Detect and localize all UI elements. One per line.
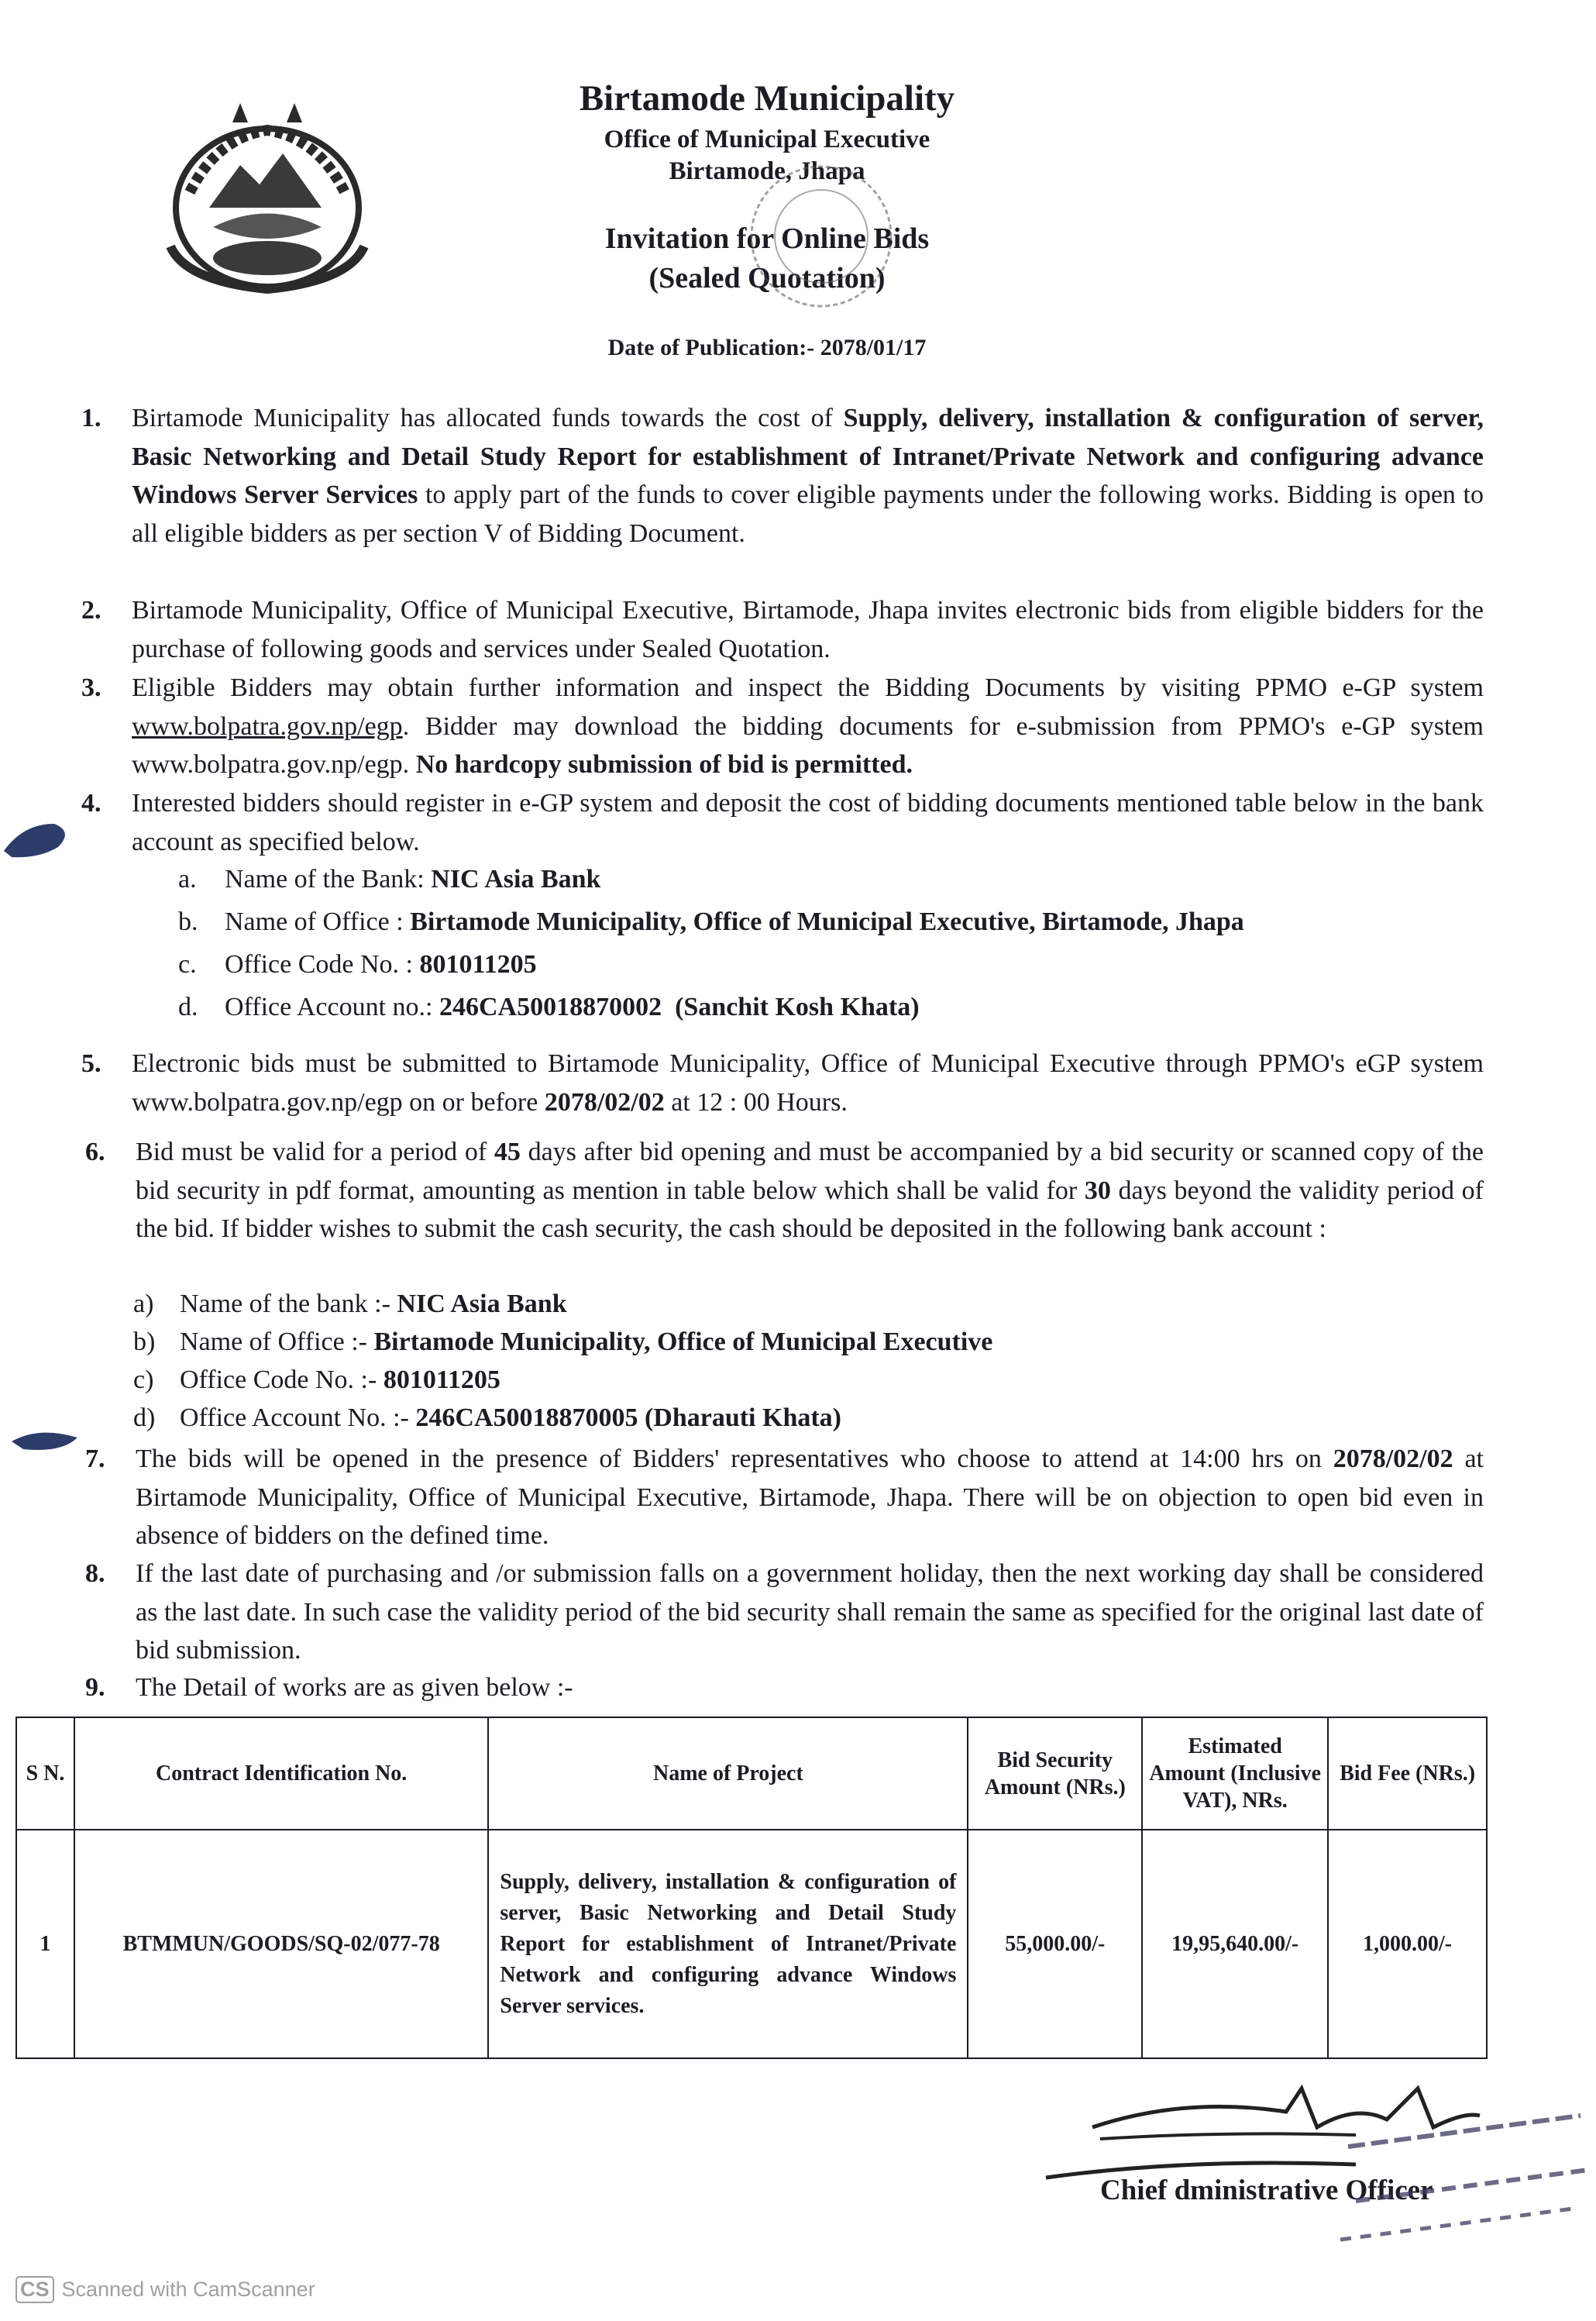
column-header-project: Name of Project (488, 1717, 968, 1830)
office-title: Office of Municipal Executive (604, 126, 930, 153)
paragraph-text: Birtamode Municipality has allocated funds towards the cost of (132, 404, 844, 432)
table-row (16, 1830, 1487, 2058)
deposit-detail-item: c) Office Code No. :- 801011205 (133, 1365, 500, 1394)
works-detail-table (15, 1717, 1488, 2059)
paragraph-number: 6. (85, 1138, 105, 1166)
nepal-emblem-logo (155, 91, 380, 297)
table-header-row (16, 1717, 1487, 1830)
paragraph-text: Electronic bids must be submitted to Birtamode Municipality, Office of Municipal Executive through PPMO's eGP system www.bolpatra.gov.np/egp on or before (132, 1049, 1484, 1117)
paragraph-5 (81, 1045, 1484, 1121)
paragraph-number: 1. (81, 404, 101, 432)
camscanner-watermark: CS Scanned with CamScanner (15, 2276, 315, 2303)
paragraph-text: Birtamode Municipality, Office of Municipal Executive, Birtamode, Jhapa invites electronic bids from eligible bidders for the purchase of following goods and services under Sealed Quotation. (132, 596, 1484, 663)
paragraph-6: 6. Bid must be valid for a period of 45 days after bid opening and must be accompanied by a bid security or scanned copy of the bid security in pdf format, amounting as mention in table below which shall be valid for 30 days beyond the validity period of the bid. If bidder wishes to submit the cash security, the cash should be deposited in the following bank account : (85, 1133, 1484, 1248)
publication-date: Date of Publication:- 2078/01/17 (607, 335, 927, 360)
paragraph-number: 5. (81, 1049, 101, 1078)
paragraph-text: If the last date of purchasing and /or submission falls on a government holiday, then the next working day shall be considered as the last date. In such case the validity period of the bid security shall remain the same as specified for the original last date of bid submission. (136, 1559, 1484, 1665)
column-header-bid-security: Bid Security Amount (NRs.) (968, 1717, 1142, 1830)
cell-sn: 1 (16, 1830, 74, 2058)
signatory-title: Chief dministrative Officer (1100, 2175, 1433, 2206)
invitation-heading: Invitation for Online Bids (604, 222, 930, 255)
column-header-estimated-amount: Estimated Amount (Inclusive VAT), NRs. (1142, 1717, 1328, 1830)
bank-detail-item: a. Name of the Bank: NIC Asia Bank (178, 865, 601, 894)
office-location: Birtamode, Jhapa (669, 157, 865, 185)
cell-project: Supply, delivery, installation & configuration of server, Basic Networking and Detail Study Report for establishment of Intranet/Private Network and configuring advance Windows Server services. (488, 1830, 968, 2058)
paragraph-bold-text: 2078/02/02 (544, 1087, 665, 1117)
paragraph-text: to apply part of the funds to cover eligible payments under the following works. Bidding is open to all eligible bidders as per section V of Bidding Document. (132, 480, 1484, 548)
cell-estimated-amount: 19,95,640.00/- (1142, 1830, 1328, 2058)
cell-bid-security: 55,000.00/- (968, 1830, 1142, 2058)
paragraph-text: . Bidder may download the bidding documents for e-submission from PPMO's e-GP system www.bolpatra.gov.np/egp. (132, 711, 1484, 779)
deposit-detail-item: a) Name of the bank :- NIC Asia Bank (133, 1290, 567, 1318)
paragraph-number: 3. (81, 673, 101, 702)
paragraph-number: 2. (81, 596, 101, 625)
column-header-sn: S N. (16, 1717, 74, 1830)
sealed-quotation-heading: (Sealed Quotation) (648, 262, 886, 294)
column-header-bid-fee: Bid Fee (NRs.) (1328, 1717, 1487, 1830)
paragraph-7: 7. The bids will be opened in the presence of Bidders' representatives who choose to attend at 14:00 hrs on 2078/02/02 at Birtamode Municipality, Office of Municipal Executive, Birtamode, Jhapa. There will be on objection to open bid even in absence of bidders on the defined time. (85, 1440, 1484, 1555)
cell-bid-fee: 1,000.00/- (1328, 1830, 1487, 2058)
bank-detail-item: b. Name of Office : Birtamode Municipality, Office of Municipal Executive, Birtamode, Jhapa (178, 907, 1244, 936)
paragraph-text: Eligible Bidders may obtain further information and inspect the Bidding Documents by visiting PPMO e-GP system (132, 673, 1484, 702)
paragraph-text: Interested bidders should register in e-GP system and deposit the cost of bidding documents mentioned table below in the bank account as specified below. (132, 789, 1484, 856)
ink-blot-mark (0, 812, 74, 863)
bank-detail-item: c. Office Code No. : 801011205 (178, 950, 537, 979)
paragraph-2 (81, 591, 1484, 668)
municipality-title: Birtamode Municipality (579, 78, 955, 119)
deposit-detail-item: b) Name of Office :- Birtamode Municipality, Office of Municipal Executive (133, 1328, 993, 1356)
paragraph-bold-text: No hardcopy submission of bid is permitted. (415, 750, 913, 779)
paragraph-text: The Detail of works are as given below :- (136, 1673, 573, 1702)
paragraph-text: at 12 : 00 Hours. (664, 1087, 848, 1117)
official-round-stamp (744, 155, 899, 318)
paragraph-number: 9. (85, 1673, 105, 1702)
paragraph-4 (81, 784, 1484, 861)
paragraph-number: 7. (85, 1445, 105, 1473)
egp-link[interactable]: www.bolpatra.gov.np/egp (132, 711, 403, 741)
paragraph-8 (85, 1555, 1484, 1670)
paragraph-3 (81, 669, 1484, 784)
paragraph-number: 4. (81, 789, 101, 818)
ink-blot-mark (8, 1418, 85, 1457)
paragraph-bold-text: Supply, delivery, installation & configuration of server, Basic Networking and Detail Study Report for establishment of Intranet/Private Network and configuring advance Windows Server Services (132, 404, 1484, 509)
cell-contract-id: BTMMUN/GOODS/SQ-02/077-78 (74, 1830, 488, 2058)
officer-name-stamp (1317, 2100, 1596, 2247)
paragraph-9 (85, 1668, 1484, 1707)
deposit-detail-item: d) Office Account No. :- 246CA50018870005 (Dharauti Khata) (133, 1403, 842, 1432)
bank-detail-item: d. Office Account no.: 246CA50018870002 (Sanchit Kosh Khata) (178, 993, 920, 1021)
paragraph-1 (81, 399, 1484, 553)
column-header-contract-id: Contract Identification No. (74, 1717, 488, 1830)
paragraph-number: 8. (85, 1559, 105, 1588)
